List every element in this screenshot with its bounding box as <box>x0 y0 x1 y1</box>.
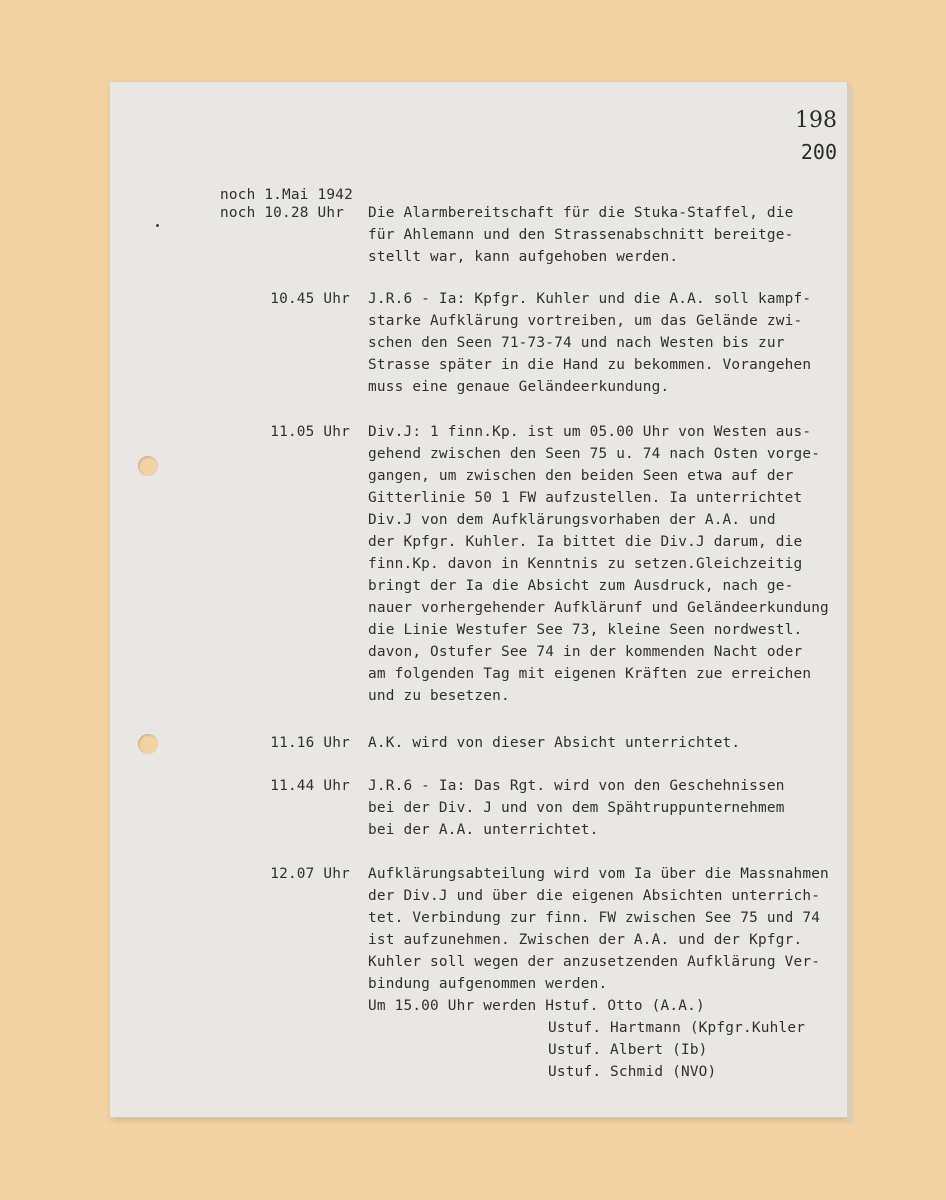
entry-line: gehend zwischen den Seen 75 u. 74 nach Osten vorge- <box>368 446 821 462</box>
entry-time: 10.45 Uhr <box>270 291 350 307</box>
entry-line: bei der A.A. unterrichtet. <box>368 822 599 838</box>
entry-line: stellt war, kann aufgehoben werden. <box>368 249 679 265</box>
entry-line: gangen, um zwischen den beiden Seen etwa auf der <box>368 468 794 484</box>
entry-line: Div.J: 1 finn.Kp. ist um 05.00 Uhr von Westen aus- <box>368 424 812 440</box>
entry-time: 11.05 Uhr <box>270 424 350 440</box>
signatory: Ustuf. Hartmann (Kpfgr.Kuhler <box>548 1020 806 1036</box>
entry-line: und zu besetzen. <box>368 688 510 704</box>
signatory: Ustuf. Schmid (NVO) <box>548 1064 717 1080</box>
punch-hole-upper <box>138 456 158 476</box>
entry-line: muss eine genaue Geländeerkundung. <box>368 379 670 395</box>
entry-line: bei der Div. J und von dem Spähtruppunternehmem <box>368 800 785 816</box>
page-edge <box>847 88 853 1123</box>
entry-line: Aufklärungsabteilung wird vom Ia über die Massnahmen <box>368 866 829 882</box>
entry-time: 12.07 Uhr <box>270 866 350 882</box>
document-page <box>110 82 847 1117</box>
entry-line: finn.Kp. davon in Kenntnis zu setzen.Gleichzeitig <box>368 556 803 572</box>
entry-line: Kuhler soll wegen der anzusetzenden Aufklärung Ver- <box>368 954 821 970</box>
entry-time: 11.44 Uhr <box>270 778 350 794</box>
entry-line: starke Aufklärung vortreiben, um das Gelände zwi- <box>368 313 803 329</box>
entry-line: davon, Ostufer See 74 in der kommenden Nacht oder <box>368 644 803 660</box>
entry-line: Strasse später in die Hand zu bekommen. Vorangehen <box>368 357 812 373</box>
entry-line: ist aufzunehmen. Zwischen der A.A. und der Kpfgr. <box>368 932 803 948</box>
header-date: noch 1.Mai 1942 <box>220 187 353 203</box>
entry-line: bindung aufgenommen werden. <box>368 976 608 992</box>
entry-line: für Ahlemann und den Strassenabschnitt bereitge- <box>368 227 794 243</box>
entry-line: der Kpfgr. Kuhler. Ia bittet die Div.J darum, die <box>368 534 803 550</box>
page-number-stamped: 198 <box>795 108 837 133</box>
header-time: noch 10.28 Uhr <box>220 205 345 221</box>
entry-line: J.R.6 - Ia: Kpfgr. Kuhler und die A.A. soll kampf- <box>368 291 812 307</box>
entry-line: Die Alarmbereitschaft für die Stuka-Staffel, die <box>368 205 794 221</box>
entry-line: der Div.J und über die eigenen Absichten unterrich- <box>368 888 821 904</box>
entry-line: Gitterlinie 50 1 FW aufzustellen. Ia unterrichtet <box>368 490 803 506</box>
entry-line: tet. Verbindung zur finn. FW zwischen See 75 und 74 <box>368 910 821 926</box>
entry-line: am folgenden Tag mit eigenen Kräften zue erreichen <box>368 666 812 682</box>
entry-line: nauer vorhergehender Aufklärunf und Geländeerkundung <box>368 600 829 616</box>
entry-line: A.K. wird von dieser Absicht unterrichtet. <box>368 735 741 751</box>
punch-hole-lower <box>138 734 158 754</box>
ink-speck <box>156 224 159 227</box>
entry-time: 11.16 Uhr <box>270 735 350 751</box>
entry-line: bringt der Ia die Absicht zum Ausdruck, nach ge- <box>368 578 794 594</box>
entry-line: Div.J von dem Aufklärungsvorhaben der A.A. und <box>368 512 776 528</box>
entry-line: J.R.6 - Ia: Das Rgt. wird von den Geschehnissen <box>368 778 785 794</box>
page-number-typed: 200 <box>800 140 837 164</box>
entry-line: die Linie Westufer See 73, kleine Seen nordwestl. <box>368 622 803 638</box>
entry-line: schen den Seen 71-73-74 und nach Westen bis zur <box>368 335 785 351</box>
entry-line: Um 15.00 Uhr werden Hstuf. Otto (A.A.) <box>368 998 705 1014</box>
signatory: Ustuf. Albert (Ib) <box>548 1042 708 1058</box>
